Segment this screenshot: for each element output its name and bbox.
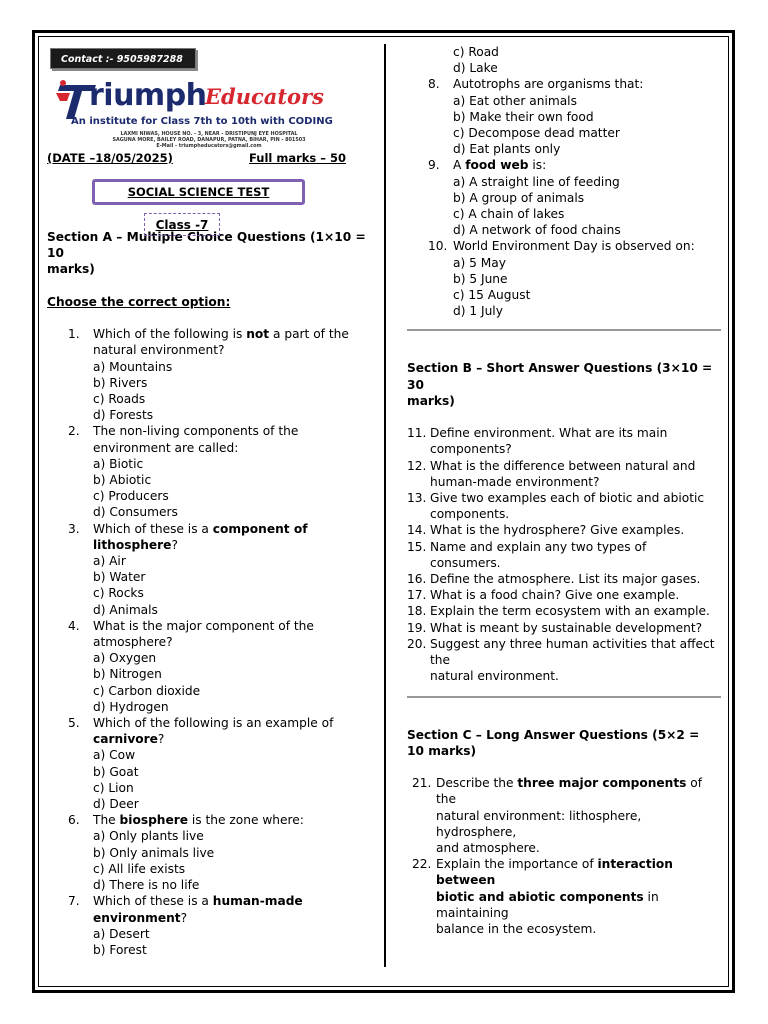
option: b) Rivers <box>93 375 148 390</box>
option: d) Lake <box>453 61 498 76</box>
option: d) Animals <box>93 602 158 617</box>
left-column <box>47 48 377 958</box>
instruction: Choose the correct option: <box>47 294 231 309</box>
section-a-heading: Section A – Multiple Choice Questions (1×10 = 10 marks) <box>47 230 366 277</box>
question-16: 16. Define the atmosphere. List its major gases. <box>407 572 701 587</box>
question-15: 15. Name and explain any two types of consumers. <box>407 539 647 570</box>
address-line: SAGUNA MORE, BAILEY ROAD, DANAPUR, PATNA, BIHAR, PIN - 801503 <box>112 137 306 143</box>
question-17: 17. What is a food chain? Give one example. <box>407 588 680 603</box>
section-c-questions <box>407 775 719 937</box>
section-b-heading-cont: marks) <box>407 393 455 408</box>
option: d) Forests <box>93 408 154 423</box>
logo-tagline: An institute for Class 7th to 10th with CODING <box>71 116 333 127</box>
option: b) 5 June <box>453 271 508 286</box>
section-b-questions <box>407 425 719 684</box>
question-5: 5. Which of the following is an example of carnivore? a) Cow b) Goat c) Lion d) Deer <box>47 715 377 812</box>
question-20: 20. Suggest any three human activities that affect the natural environment. <box>407 636 715 684</box>
question-2: 2. The non-living components of the environment are called: a) Biotic b) Abiotic c) Producers d) Consumers <box>47 423 377 520</box>
question-7-continued <box>407 44 719 76</box>
question-22: 22. Explain the importance of interaction between biotic and abiotic components in maintaining balance in the ecosystem. <box>412 857 673 936</box>
option: a) Air <box>93 554 126 569</box>
option: a) Eat other animals <box>453 93 577 108</box>
date-marks-row <box>47 150 377 166</box>
option: a) Only plants live <box>93 829 204 844</box>
option: a) 5 May <box>453 255 506 270</box>
option: d) A network of food chains <box>453 223 621 238</box>
question-13: 13. Give two examples each of biotic and abiotic components. <box>407 491 705 522</box>
question-6: 6. The biosphere is the zone where: a) Only plants live b) Only animals live c) All life exists d) There is no life <box>47 812 377 893</box>
option: c) Roads <box>93 392 146 406</box>
question-9: 9. A food web is: a) A straight line of feeding b) A group of animals c) A chain of lakes d) A network of food chains <box>407 157 719 238</box>
logo-wordmark: riumph <box>89 78 207 113</box>
option: d) Deer <box>93 797 139 812</box>
question-18: 18. Explain the term ecosystem with an example. <box>407 604 710 619</box>
option: b) Nitrogen <box>93 667 162 682</box>
contact-banner: Contact :- 9505987288 <box>50 48 196 69</box>
test-title: SOCIAL SCIENCE TEST <box>127 185 270 199</box>
option: a) Biotic <box>93 456 144 471</box>
right-column <box>407 44 719 937</box>
option: a) Mountains <box>93 359 173 374</box>
option: a) Cow <box>93 748 136 763</box>
question-11: 11. Define environment. What are its main components? <box>407 426 668 457</box>
option: c) Carbon dioxide <box>93 683 201 698</box>
address-line: LAXMI NIWAS, HOUSE NO. - 3, NEAR - DRISTIPUNJ EYE HOSPITAL <box>120 131 298 137</box>
column-divider <box>384 44 386 967</box>
test-title-box <box>92 179 305 205</box>
question-21: 21. Describe the three major components of the natural environment: lithosphere, hydrosphere, and atmosphere. <box>412 776 703 855</box>
question-12: 12. What is the difference between natural and human-made environment? <box>407 458 696 489</box>
class-label: Class -7 <box>155 218 209 232</box>
question-1: 1. Which of the following is not a part of the natural environment? a) Mountains b) Rivers c) Roads d) Forests <box>47 326 377 423</box>
option: c) Producers <box>93 489 169 504</box>
option: b) Water <box>93 570 146 585</box>
option: b) Abiotic <box>93 473 152 488</box>
option: a) Oxygen <box>93 651 157 666</box>
option: d) Eat plants only <box>453 142 561 157</box>
option: c) All life exists <box>93 861 186 876</box>
option: d) 1 July <box>453 304 503 319</box>
question-7: 7. Which of these is a human-made environment? a) Desert b) Forest <box>47 893 377 958</box>
option: a) A straight line of feeding <box>453 174 620 189</box>
option: b) Forest <box>93 942 147 957</box>
logo-accent: Educators <box>205 84 324 109</box>
question-19: 19. What is meant by sustainable development? <box>407 620 703 635</box>
question-14: 14. What is the hydrosphere? Give examples. <box>407 523 685 538</box>
option: c) 15 August <box>453 288 531 303</box>
section-c-heading: Section C – Long Answer Questions (5×2 = 10 marks) <box>407 727 700 758</box>
email-line: E-Mail - triumpheducators@gmail.com <box>156 143 262 149</box>
option: d) Consumers <box>93 505 178 520</box>
option: c) Rocks <box>93 586 144 601</box>
full-marks: Full marks – 50 <box>249 151 347 165</box>
option: c) Road <box>453 45 499 59</box>
option: c) A chain of lakes <box>453 207 565 222</box>
question-4: 4. What is the major component of the atmosphere? a) Oxygen b) Nitrogen c) Carbon dioxide d) Hydrogen <box>47 618 377 715</box>
question-8: 8. Autotrophs are organisms that: a) Eat other animals b) Make their own food c) Decompose dead matter d) Eat plants only <box>407 76 719 157</box>
option: c) Lion <box>93 780 134 795</box>
option: c) Decompose dead matter <box>453 126 620 141</box>
option: b) Goat <box>93 764 139 779</box>
option: d) Hydrogen <box>93 699 169 714</box>
option: b) Make their own food <box>453 109 594 124</box>
option: b) Only animals live <box>93 845 215 860</box>
option: b) A group of animals <box>453 190 585 205</box>
class-box <box>144 213 220 236</box>
section-b-heading: Section B – Short Answer Questions (3×10 = 30 <box>407 361 713 392</box>
option: d) There is no life <box>93 878 200 893</box>
question-10: 10. World Environment Day is observed on: a) 5 May b) 5 June c) 15 August d) 1 July <box>407 238 719 319</box>
option: a) Desert <box>93 926 150 941</box>
question-3: 3. Which of these is a component of lithosphere? a) Air b) Water c) Rocks d) Animals <box>47 521 377 618</box>
test-date: (DATE –18/05/2025) <box>47 151 173 165</box>
